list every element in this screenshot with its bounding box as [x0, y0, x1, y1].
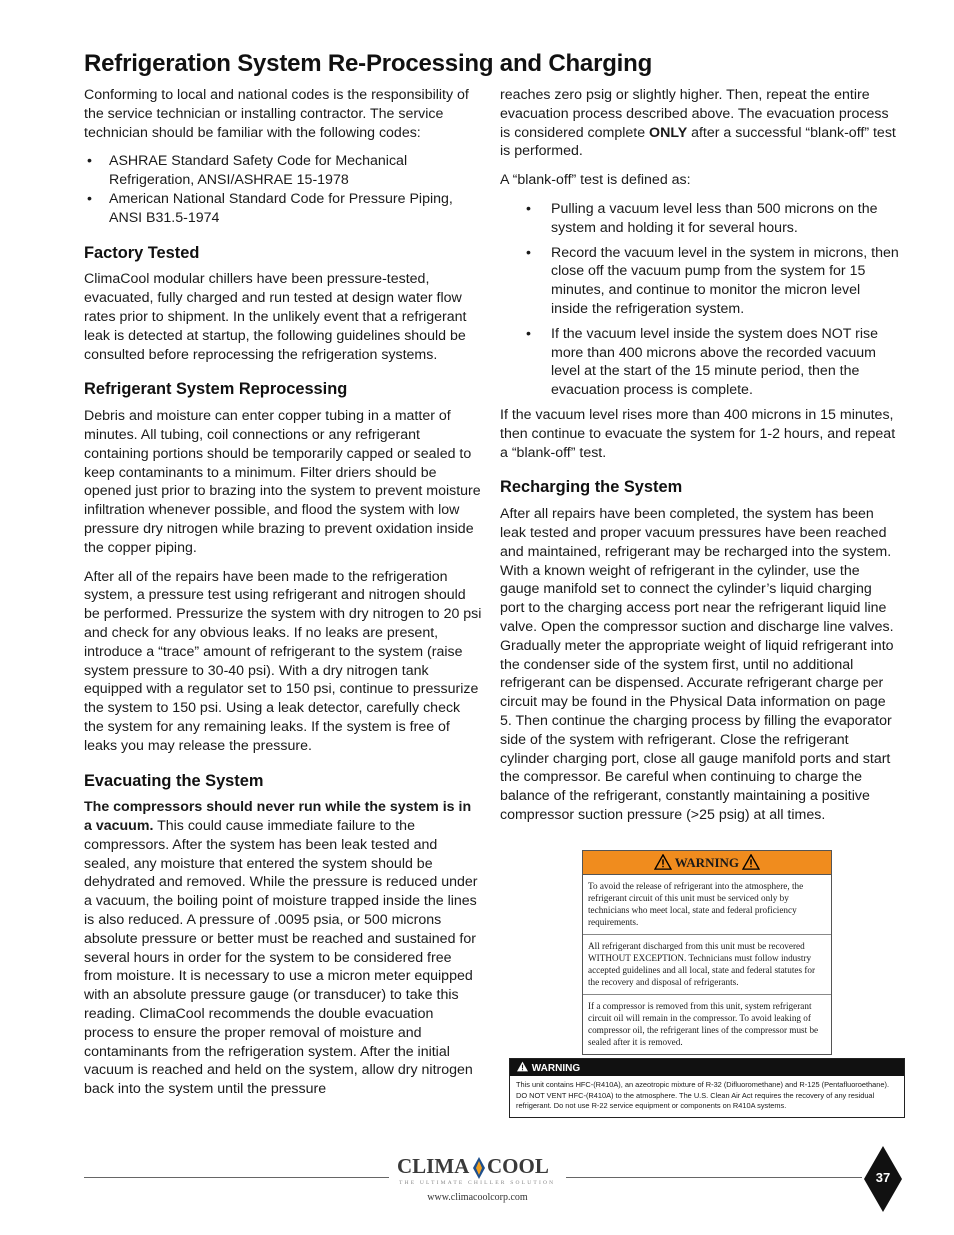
logo-text-right: COOL: [487, 1154, 549, 1178]
reprocessing-paragraph-1: Debris and moisture can enter copper tubing in a matter of minutes. All tubing, coil connections or any refrigerant containing portions should be temporarily capped or sealed to keep contaminants to a minimum. Filter driers should be opened just prior to brazing into the system to prevent moisture infiltration whenever possible, and flood the system with low pressure dry nitrogen while brazing to prevent oxidation inside the copper piping.: [84, 408, 481, 556]
codes-list: [84, 152, 482, 227]
blank-off-item: • If the vacuum level inside the system does NOT rise more than 400 microns above the recorded vacuum level at the start of the 15 minute period, then the evacuation process is complete.: [500, 325, 900, 400]
continued-text: reaches zero psig or slightly higher. Then, repeat the entire evacuation process described above. The evacuation process is considered complete: [500, 87, 889, 141]
blank-off-item: • Record the vacuum level in the system in microns, then close off the vacuum pump from the system for 15 minutes, and continue to monitor the micron level inside the refrigeration system.: [500, 244, 900, 319]
warning-triangle-icon: [742, 854, 760, 870]
right-column: [500, 86, 900, 835]
warning-box-cell: To avoid the release of refrigerant into the atmosphere, the refrigerant circuit of this unit must be serviced only by technicians who meet local, state and federal proficiency requirements.: [583, 875, 831, 935]
factory-tested-heading: Factory Tested: [84, 243, 200, 262]
warning-box-label: WARNING: [674, 855, 740, 870]
continued-text-end: after a successful “blank-off” test is performed.: [500, 124, 896, 160]
logo-tagline: THE ULTIMATE CHILLER SOLUTION: [399, 1180, 556, 1186]
warning-box-cell: All refrigerant discharged from this unit must be recovered WITHOUT EXCEPTION. Technicians must follow industry accepted guidelines and all local, state and federal statutes for the recovery and disposal of refrigerants.: [583, 935, 831, 995]
evacuating-paragraph: [84, 798, 482, 1099]
recharging-heading: Recharging the System: [500, 478, 683, 497]
blank-off-list: [500, 200, 900, 400]
warning-box: [582, 850, 832, 1055]
only-emphasis: ONLY: [649, 124, 688, 141]
page-title: Refrigeration System Re-Processing and Charging: [84, 50, 653, 77]
footer-url: www.climacoolcorp.com: [427, 1192, 528, 1203]
blank-off-intro: A “blank-off” test is defined as:: [500, 172, 691, 189]
warning-box-header: [583, 851, 831, 875]
left-column: [84, 86, 482, 1109]
climacool-logo: [395, 1151, 560, 1187]
warning-bar-label: WARNING: [531, 1063, 581, 1074]
evacuating-body-text: This could cause immediate failure to the compressors. After the system has been leak tested and sealed, any moisture that entered the system should be dehydrated and removed. While the pressure is reduced under a vacuum, the boiling point of moisture trapped inside the lines is also reduced. A pressure of .0095 psia, or 500 microns absolute pressure or better must be reached and sustained for several hours in order for the system to be considered free from moisture. It is necessary to use a micron meter equipped with an absolute pressure gauge (or transducer) to take this reading. ClimaCool recommends the double evacuation process to ensure the proper removal of moisture and contaminants from the refrigeration system. After the initial vacuum is reached and held on the system, allow dry nitrogen back into the system until the pressure: [84, 818, 478, 1098]
warning-box-cell: If a compressor is removed from this unit, system refrigerant circuit oil will remain in the compressor. To avoid leaking of compressor oil, the refrigerant lines of the compressor must be sealed after it is removed.: [588, 1001, 819, 1047]
continued-paragraph: [500, 86, 900, 161]
code-item: • ASHRAE Standard Safety Code for Mechanical Refrigeration, ANSI/ASHRAE 15-1978: [84, 152, 482, 190]
warning-triangle-icon: [516, 1061, 529, 1072]
intro-paragraph: Conforming to local and national codes is the responsibility of the service technician or installing contractor. The service technician should be familiar with the following codes:: [84, 87, 469, 141]
factory-tested-paragraph: ClimaCool modular chillers have been pressure-tested, evacuated, fully charged and run tested at design water flow rates prior to shipment. In the unlikely event that a refrigerant leak is detected at startup, the following guidelines should be consulted before reprocessing the refrigeration systems.: [84, 271, 467, 363]
logo-text-left: CLIMA: [397, 1154, 470, 1178]
recharging-paragraph: After all repairs have been completed, the system has been leak tested and proper vacuum pressures have been reached and maintained, refrigerant may be recharged into the system. With a known weight of refrigerant in the cylinder, use the gauge manifold set to connect the cylinder’s liquid charging port to the charging access port near the refrigerant liquid line valve. Open the compressor suction and discharge line valves. Gradually meter the appropriate weight of liquid refrigerant into the condenser side of the system first, until no additional refrigerant can be dispensed. Accurate refrigerant charge per circuit may be found in the Physical Data information on page 5. Then continue the charging process by filling the evaporator side of the system with refrigerant. Close the refrigerant cylinder charging port, close all gauge manifold ports and start the compressor. Be careful when continuing to charge the balance of the refrigerant, constantly maintaining a positive compressor suction pressure (>25 psig) at all times.: [500, 506, 894, 823]
warning-triangle-icon: [654, 854, 672, 870]
page-number: 37: [875, 1170, 891, 1185]
footer-rule-right: [566, 1177, 862, 1178]
reprocessing-paragraph-2: After all of the repairs have been made to the refrigeration system, a pressure test using refrigerant and nitrogen should be performed. Pressurize the system with dry nitrogen to 20 psi and check for any obvious leaks. If no leaks are present, introduce a “trace” amount of refrigerant to the system (raise system pressure to 30-40 psi). With a dry nitrogen tank equipped with a regulator set to 150 psi, continue to pressurize the system to 150 psi. Using a leak detector, carefully check the system for any remaining leaks. If the system is free of leaks you may release the pressure.: [84, 568, 482, 754]
evacuating-heading: Evacuating the System: [84, 771, 264, 790]
blank-off-item: • Pulling a vacuum level less than 500 microns on the system and holding it for several hours.: [500, 200, 900, 238]
warning-bar-header: [510, 1059, 904, 1076]
refrigerant-warning-bar: [509, 1058, 905, 1118]
reprocessing-heading: Refrigerant System Reprocessing: [84, 380, 348, 399]
blank-off-followup: If the vacuum level rises more than 400 microns in 15 minutes, then continue to evacuate the system for 1-2 hours, and repeat a “blank-off” test.: [500, 406, 896, 461]
evacuating-warning-text: The compressors should never run while the system is in a vacuum.: [84, 799, 472, 835]
code-item: • American National Standard Code for Pressure Piping, ANSI B31.5-1974: [84, 190, 482, 228]
footer-rule-left: [84, 1177, 389, 1178]
warning-bar-text: This unit contains HFC-(R410A), an azeotropic mixture of R-32 (Difluoromethane) and R-125 (Pentafluoroethane). DO NOT VENT HFC-(R410A) to the atmosphere. The U.S. Clean Air Act requires the recovery of any residual refrigerant. Do not use R-22 service equipment or components on R410A systems.: [516, 1080, 889, 1110]
